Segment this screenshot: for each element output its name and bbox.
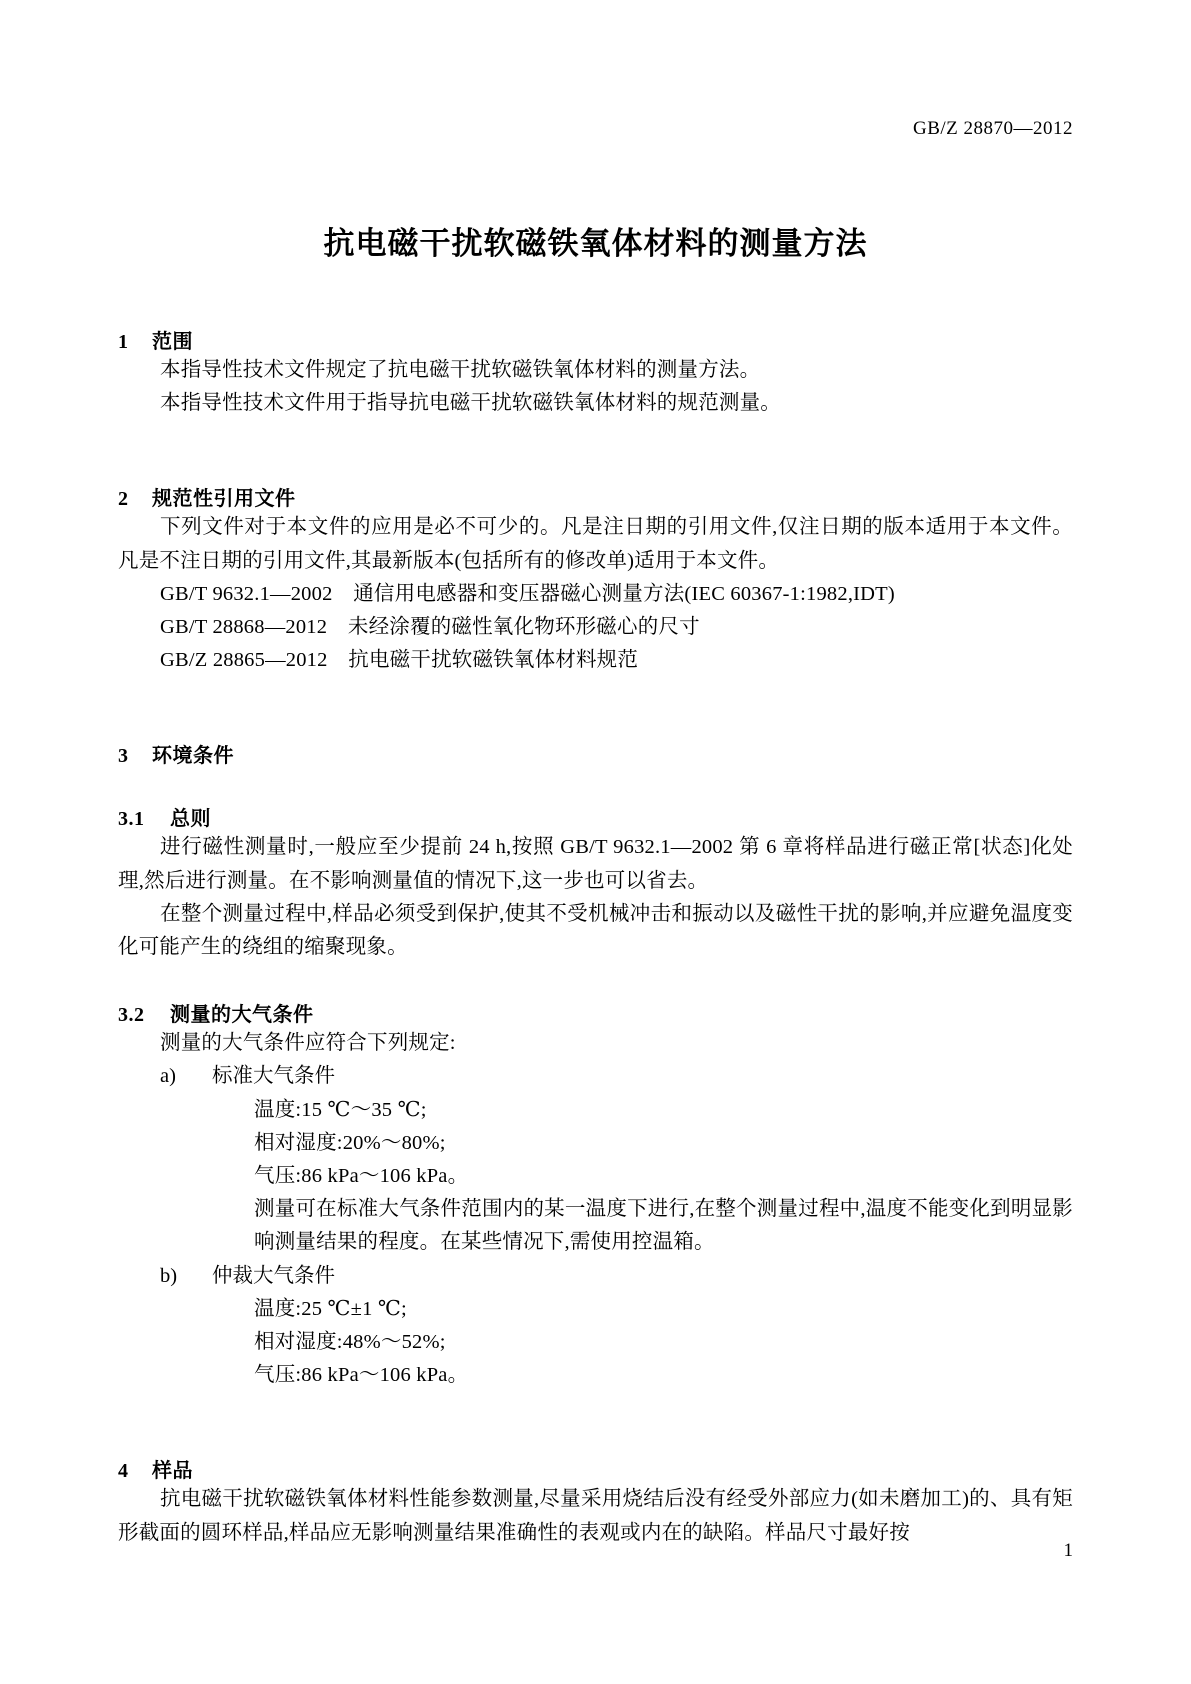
condition-pressure-a: 气压:86 kPa～106 kPa。 [254, 1165, 469, 1188]
section-1-title: 范围 [152, 329, 193, 353]
section-3-2-title: 测量的大气条件 [170, 1002, 314, 1027]
list-marker-b: b) [160, 1264, 178, 1287]
section-4-number: 4 [118, 1460, 129, 1483]
condition-pressure-b: 气压:86 kPa～106 kPa。 [254, 1364, 469, 1387]
section-2-number: 2 [118, 488, 129, 511]
page-title: 抗电磁干扰软磁铁氧体材料的测量方法 [323, 226, 868, 262]
section-1-para-1: 本指导性技术文件规定了抗电磁干扰软磁铁氧体材料的测量方法。 [160, 359, 761, 381]
section-3-number: 3 [118, 745, 129, 768]
section-3-1-para-1: 进行磁性测量时,一般应至少提前 24 h,按照 GB/T 9632.1—2002 第 6 章将样品进行磁正常[状态]化处理,然后进行测量。在不影响测量值的情况下,这一步也可以省去。 [118, 836, 1073, 892]
condition-humidity-a: 相对湿度:20%～80%; [254, 1131, 446, 1154]
heading-section-3 [118, 739, 1073, 768]
page-content [118, 0, 1073, 1550]
heading-section-3-2 [118, 998, 1073, 1027]
list-marker-a: a) [160, 1065, 176, 1088]
standard-number: GB/Z 28870—2012 [912, 118, 1073, 139]
section-3-1-para-2: 在整个测量过程中,样品必须受到保护,使其不受机械冲击和振动以及磁性干扰的影响,并应避免温度变化可能产生的绕组的缩聚现象。 [118, 902, 1073, 959]
section-4-title: 样品 [152, 1458, 193, 1483]
section-3-2-lead: 测量的大气条件应符合下列规定: [160, 1032, 456, 1055]
section-3-1-number: 3.1 [118, 808, 145, 831]
condition-note-a: 测量可在标准大气条件范围内的某一温度下进行,在整个测量过程中,温度不能变化到明显影响测量结果的程度。在某些情况下,需使用控温箱。 [254, 1198, 1073, 1254]
section-2-title: 规范性引用文件 [152, 486, 296, 511]
list-item-label-b: 仲裁大气条件 [212, 1264, 335, 1287]
reference-item: GB/T 28868—2012 未经涂覆的磁性氧化物环形磁心的尺寸 [160, 616, 700, 639]
section-4-para-1: 抗电磁干扰软磁铁氧体材料性能参数测量,尽量采用烧结后没有经受外部应力(如未磨加工)的、具有矩形截面的圆环样品,样品应无影响测量结果准确性的表观或内在的缺陷。样品尺寸最好按 [118, 1488, 1073, 1544]
heading-section-4 [118, 1454, 1073, 1483]
condition-temperature-a: 温度:15 ℃～35 ℃; [254, 1098, 427, 1121]
section-1-para-2: 本指导性技术文件用于指导抗电磁干扰软磁铁氧体材料的规范测量。 [160, 392, 781, 415]
heading-section-2 [118, 482, 1073, 511]
list-item-label-a: 标准大气条件 [212, 1065, 335, 1088]
section-3-1-title: 总则 [170, 806, 211, 831]
reference-item: GB/Z 28865—2012 抗电磁干扰软磁铁氧体材料规范 [160, 649, 639, 672]
heading-section-1 [118, 325, 1073, 354]
reference-item: GB/T 9632.1—2002 通信用电感器和变压器磁心测量方法(IEC 60367-1:1982,IDT) [160, 582, 895, 605]
section-3-title: 环境条件 [152, 743, 234, 768]
section-3-2-number: 3.2 [118, 1004, 145, 1027]
page-number: 1 [1063, 1540, 1073, 1561]
section-1-number: 1 [118, 331, 129, 353]
condition-humidity-b: 相对湿度:48%～52%; [254, 1331, 446, 1354]
section-2-para-1: 下列文件对于本文件的应用是必不可少的。凡是注日期的引用文件,仅注日期的版本适用于本文件。凡是不注日期的引用文件,其最新版本(包括所有的修改单)适用于本文件。 [118, 516, 1073, 572]
list-item [118, 1060, 1073, 1093]
list-item [118, 1260, 1073, 1293]
heading-section-3-1 [118, 802, 1073, 831]
condition-temperature-b: 温度:25 ℃±1 ℃; [254, 1297, 407, 1320]
